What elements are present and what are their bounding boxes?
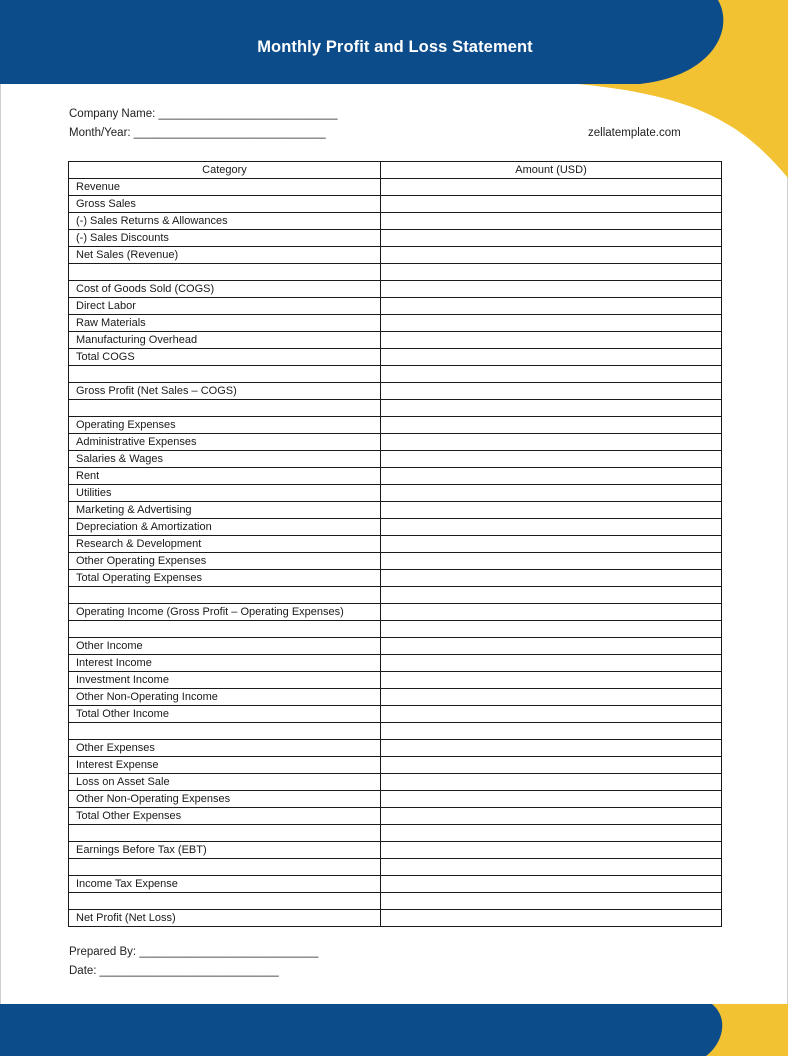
amount-cell[interactable] xyxy=(381,468,722,485)
table-row xyxy=(69,536,722,553)
table-row xyxy=(69,451,722,468)
table-row xyxy=(69,417,722,434)
table-row xyxy=(69,196,722,213)
category-cell: Other Expenses xyxy=(69,740,381,757)
table-row xyxy=(69,604,722,621)
amount-cell[interactable] xyxy=(381,366,722,383)
table-row xyxy=(69,723,722,740)
category-cell: Operating Income (Gross Profit – Operating Expenses) xyxy=(69,604,381,621)
table-row xyxy=(69,502,722,519)
amount-cell[interactable] xyxy=(381,706,722,723)
category-header: Category xyxy=(69,162,381,179)
category-cell: (-) Sales Returns & Allowances xyxy=(69,213,381,230)
table-row xyxy=(69,757,722,774)
table-row xyxy=(69,621,722,638)
table-row xyxy=(69,366,722,383)
category-cell: Salaries & Wages xyxy=(69,451,381,468)
category-cell: Other Income xyxy=(69,638,381,655)
table-row xyxy=(69,553,722,570)
category-cell: Cost of Goods Sold (COGS) xyxy=(69,281,381,298)
amount-cell[interactable] xyxy=(381,859,722,876)
table-row xyxy=(69,264,722,281)
table-row xyxy=(69,842,722,859)
amount-cell[interactable] xyxy=(381,519,722,536)
category-cell xyxy=(69,723,381,740)
amount-cell[interactable] xyxy=(381,689,722,706)
amount-cell[interactable] xyxy=(381,213,722,230)
category-cell: Net Sales (Revenue) xyxy=(69,247,381,264)
amount-cell[interactable] xyxy=(381,315,722,332)
amount-cell[interactable] xyxy=(381,434,722,451)
category-cell xyxy=(69,621,381,638)
table-row xyxy=(69,468,722,485)
table-row xyxy=(69,383,722,400)
amount-cell[interactable] xyxy=(381,400,722,417)
table-row xyxy=(69,400,722,417)
table-row xyxy=(69,859,722,876)
table-row xyxy=(69,655,722,672)
table-row xyxy=(69,230,722,247)
category-cell: Other Operating Expenses xyxy=(69,553,381,570)
category-cell: Gross Sales xyxy=(69,196,381,213)
category-cell: Administrative Expenses xyxy=(69,434,381,451)
table-row xyxy=(69,910,722,927)
amount-cell[interactable] xyxy=(381,298,722,315)
amount-cell[interactable] xyxy=(381,536,722,553)
category-cell: Interest Income xyxy=(69,655,381,672)
amount-cell[interactable] xyxy=(381,383,722,400)
amount-cell[interactable] xyxy=(381,281,722,298)
table-row xyxy=(69,825,722,842)
amount-cell[interactable] xyxy=(381,774,722,791)
amount-cell[interactable] xyxy=(381,638,722,655)
category-cell: Investment Income xyxy=(69,672,381,689)
amount-cell[interactable] xyxy=(381,570,722,587)
category-cell: Earnings Before Tax (EBT) xyxy=(69,842,381,859)
amount-cell[interactable] xyxy=(381,230,722,247)
amount-cell[interactable] xyxy=(381,757,722,774)
amount-cell[interactable] xyxy=(381,485,722,502)
table-row xyxy=(69,893,722,910)
table-row xyxy=(69,485,722,502)
amount-cell[interactable] xyxy=(381,621,722,638)
amount-cell[interactable] xyxy=(381,417,722,434)
category-cell: Manufacturing Overhead xyxy=(69,332,381,349)
category-cell: Net Profit (Net Loss) xyxy=(69,910,381,927)
table-row xyxy=(69,740,722,757)
table-row xyxy=(69,332,722,349)
category-cell xyxy=(69,859,381,876)
table-row xyxy=(69,791,722,808)
table-row xyxy=(69,298,722,315)
category-cell: Operating Expenses xyxy=(69,417,381,434)
table-row xyxy=(69,774,722,791)
category-cell xyxy=(69,825,381,842)
website-label: zellatemplate.com xyxy=(588,127,681,139)
category-cell: Income Tax Expense xyxy=(69,876,381,893)
category-cell: Gross Profit (Net Sales – COGS) xyxy=(69,383,381,400)
amount-cell[interactable] xyxy=(381,740,722,757)
amount-cell[interactable] xyxy=(381,825,722,842)
amount-cell[interactable] xyxy=(381,808,722,825)
table-row xyxy=(69,315,722,332)
table-row xyxy=(69,281,722,298)
table-row xyxy=(69,808,722,825)
amount-cell[interactable] xyxy=(381,791,722,808)
category-cell: Total Other Expenses xyxy=(69,808,381,825)
profit-loss-table xyxy=(68,161,722,927)
amount-cell[interactable] xyxy=(381,451,722,468)
category-cell: Marketing & Advertising xyxy=(69,502,381,519)
category-cell: (-) Sales Discounts xyxy=(69,230,381,247)
table-row xyxy=(69,179,722,196)
date-field: Date: ____________________________ xyxy=(69,965,279,977)
category-cell: Total Other Income xyxy=(69,706,381,723)
amount-cell[interactable] xyxy=(381,604,722,621)
category-cell xyxy=(69,587,381,604)
category-cell xyxy=(69,366,381,383)
amount-cell[interactable] xyxy=(381,179,722,196)
table-row xyxy=(69,672,722,689)
category-cell xyxy=(69,400,381,417)
amount-cell[interactable] xyxy=(381,842,722,859)
table-row xyxy=(69,434,722,451)
table-row xyxy=(69,213,722,230)
table-row xyxy=(69,638,722,655)
amount-header: Amount (USD) xyxy=(381,162,722,179)
amount-cell[interactable] xyxy=(381,876,722,893)
table-row xyxy=(69,519,722,536)
amount-cell[interactable] xyxy=(381,332,722,349)
amount-cell[interactable] xyxy=(381,247,722,264)
category-cell: Loss on Asset Sale xyxy=(69,774,381,791)
category-cell: Direct Labor xyxy=(69,298,381,315)
amount-cell[interactable] xyxy=(381,553,722,570)
table-row xyxy=(69,570,722,587)
category-cell xyxy=(69,893,381,910)
amount-cell[interactable] xyxy=(381,655,722,672)
amount-cell[interactable] xyxy=(381,587,722,604)
category-cell: Depreciation & Amortization xyxy=(69,519,381,536)
amount-cell[interactable] xyxy=(381,910,722,927)
category-cell xyxy=(69,264,381,281)
amount-cell[interactable] xyxy=(381,502,722,519)
amount-cell[interactable] xyxy=(381,196,722,213)
table-row xyxy=(69,689,722,706)
category-cell: Total Operating Expenses xyxy=(69,570,381,587)
category-cell: Other Non-Operating Income xyxy=(69,689,381,706)
company-name-field: Company Name: ____________________________ xyxy=(69,108,338,120)
amount-cell[interactable] xyxy=(381,264,722,281)
category-cell: Raw Materials xyxy=(69,315,381,332)
category-cell: Rent xyxy=(69,468,381,485)
category-cell: Utilities xyxy=(69,485,381,502)
table-header-row xyxy=(69,162,722,179)
prepared-by-field: Prepared By: ____________________________ xyxy=(69,946,319,958)
page-title: Monthly Profit and Loss Statement xyxy=(257,38,533,56)
footer-band xyxy=(0,1004,788,1056)
category-cell: Other Non-Operating Expenses xyxy=(69,791,381,808)
category-cell: Interest Expense xyxy=(69,757,381,774)
table-row xyxy=(69,706,722,723)
table-row xyxy=(69,876,722,893)
table-body xyxy=(69,179,722,927)
month-year-field: Month/Year: ______________________________ xyxy=(69,127,326,139)
table-row xyxy=(69,349,722,366)
category-cell: Revenue xyxy=(69,179,381,196)
table-row xyxy=(69,247,722,264)
amount-cell[interactable] xyxy=(381,349,722,366)
amount-cell[interactable] xyxy=(381,893,722,910)
amount-cell[interactable] xyxy=(381,723,722,740)
amount-cell[interactable] xyxy=(381,672,722,689)
category-cell: Total COGS xyxy=(69,349,381,366)
category-cell: Research & Development xyxy=(69,536,381,553)
table-row xyxy=(69,587,722,604)
